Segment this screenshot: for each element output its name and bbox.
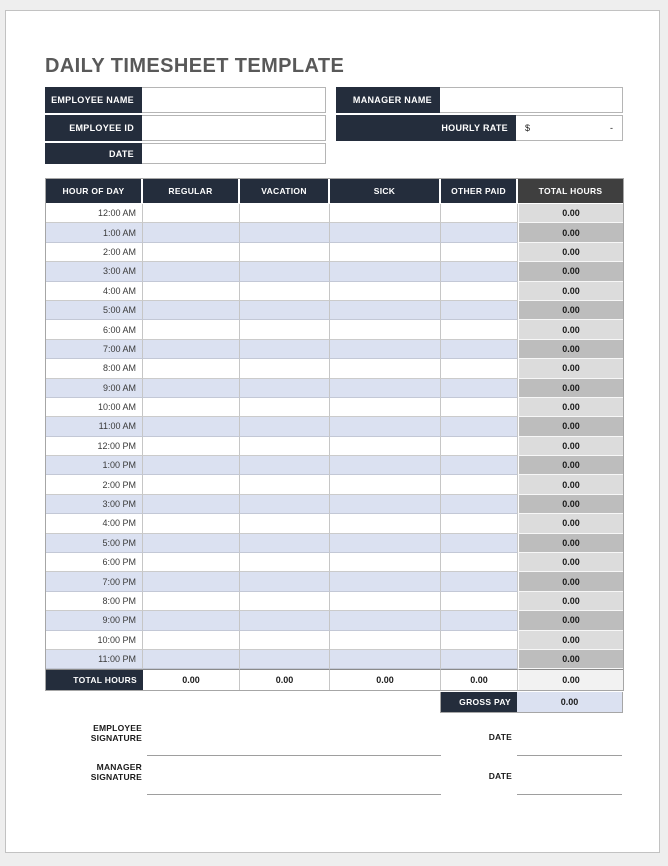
total-hours-cell: 0.00	[518, 417, 623, 436]
sick-cell[interactable]	[330, 592, 441, 611]
hour-of-day-cell: 7:00 AM	[46, 340, 143, 359]
total-hours-cell: 0.00	[518, 398, 623, 417]
timesheet-row	[46, 282, 623, 301]
manager-name-label: MANAGER NAME	[336, 87, 440, 113]
sick-cell[interactable]	[330, 514, 441, 533]
timesheet-row	[46, 631, 623, 650]
hour-of-day-cell: 6:00 PM	[46, 553, 143, 572]
vacation-cell[interactable]	[240, 320, 330, 339]
other-paid-cell[interactable]	[441, 592, 518, 611]
timesheet-row	[46, 379, 623, 398]
total-hours-cell: 0.00	[518, 320, 623, 339]
vacation-cell[interactable]	[240, 514, 330, 533]
total-hours-cell: 0.00	[518, 223, 623, 242]
header-fields	[45, 87, 623, 177]
other-paid-cell[interactable]	[441, 340, 518, 359]
employee-date-line[interactable]	[517, 755, 622, 756]
col-header-total-hours: TOTAL HOURS	[518, 179, 623, 204]
regular-cell[interactable]	[143, 379, 240, 398]
other-paid-cell[interactable]	[441, 301, 518, 320]
hour-of-day-cell: 11:00 PM	[46, 650, 143, 669]
timesheet-row	[46, 301, 623, 320]
hour-of-day-cell: 10:00 PM	[46, 631, 143, 650]
vacation-cell[interactable]	[240, 534, 330, 553]
total-hours-cell: 0.00	[518, 495, 623, 514]
other-paid-cell[interactable]	[441, 572, 518, 591]
gross-pay-row	[440, 692, 623, 713]
employee-info-block	[45, 87, 326, 166]
regular-cell[interactable]	[143, 340, 240, 359]
regular-cell[interactable]	[143, 572, 240, 591]
employee-name-input[interactable]	[142, 87, 326, 113]
manager-date-label: DATE	[488, 771, 512, 781]
vacation-cell[interactable]	[240, 301, 330, 320]
hour-of-day-cell: 4:00 PM	[46, 514, 143, 533]
col-header-other-paid: OTHER PAID	[441, 179, 518, 204]
totals-sick: 0.00	[330, 669, 441, 690]
hour-of-day-cell: 2:00 PM	[46, 475, 143, 494]
employee-id-input[interactable]	[142, 115, 326, 141]
sick-cell[interactable]	[330, 650, 441, 669]
date-label: DATE	[45, 143, 142, 164]
employee-signature-label: EMPLOYEE SIGNATURE	[90, 723, 142, 743]
hour-of-day-cell: 5:00 PM	[46, 534, 143, 553]
timesheet-row	[46, 495, 623, 514]
hour-of-day-cell: 8:00 AM	[46, 359, 143, 378]
other-paid-cell[interactable]	[441, 553, 518, 572]
vacation-cell[interactable]	[240, 282, 330, 301]
vacation-cell[interactable]	[240, 611, 330, 630]
sick-cell[interactable]	[330, 379, 441, 398]
total-hours-cell: 0.00	[518, 359, 623, 378]
totals-vacation: 0.00	[240, 669, 330, 690]
total-hours-cell: 0.00	[518, 204, 623, 223]
vacation-cell[interactable]	[240, 223, 330, 242]
timesheet-row	[46, 223, 623, 242]
sick-cell[interactable]	[330, 223, 441, 242]
vacation-cell[interactable]	[240, 340, 330, 359]
other-paid-cell[interactable]	[441, 243, 518, 262]
vacation-cell[interactable]	[240, 631, 330, 650]
sick-cell[interactable]	[330, 437, 441, 456]
vacation-cell[interactable]	[240, 437, 330, 456]
sick-cell[interactable]	[330, 320, 441, 339]
vacation-cell[interactable]	[240, 398, 330, 417]
timesheet-row	[46, 320, 623, 339]
timesheet-row	[46, 204, 623, 223]
regular-cell[interactable]	[143, 495, 240, 514]
hour-of-day-cell: 1:00 PM	[46, 456, 143, 475]
total-hours-cell: 0.00	[518, 553, 623, 572]
sick-cell[interactable]	[330, 572, 441, 591]
sick-cell[interactable]	[330, 611, 441, 630]
manager-signature-label: MANAGER SIGNATURE	[90, 762, 142, 782]
other-paid-cell[interactable]	[441, 534, 518, 553]
total-hours-cell: 0.00	[518, 243, 623, 262]
totals-row	[46, 669, 623, 690]
total-hours-cell: 0.00	[518, 631, 623, 650]
vacation-cell[interactable]	[240, 204, 330, 223]
hour-of-day-cell: 5:00 AM	[46, 301, 143, 320]
other-paid-cell[interactable]	[441, 631, 518, 650]
hour-of-day-cell: 10:00 AM	[46, 398, 143, 417]
other-paid-cell[interactable]	[441, 204, 518, 223]
timesheet-row	[46, 456, 623, 475]
vacation-cell[interactable]	[240, 243, 330, 262]
regular-cell[interactable]	[143, 204, 240, 223]
page-title: DAILY TIMESHEET TEMPLATE	[45, 55, 345, 77]
total-hours-cell: 0.00	[518, 572, 623, 591]
col-header-hour-of-day: HOUR OF DAY	[46, 179, 143, 204]
hour-of-day-cell: 6:00 AM	[46, 320, 143, 339]
manager-name-row	[336, 87, 623, 113]
other-paid-cell[interactable]	[441, 262, 518, 281]
sick-cell[interactable]	[330, 301, 441, 320]
timesheet-row	[46, 475, 623, 494]
hour-of-day-cell: 9:00 AM	[46, 379, 143, 398]
regular-cell[interactable]	[143, 398, 240, 417]
gross-pay-value: 0.00	[517, 692, 622, 712]
sick-cell[interactable]	[330, 553, 441, 572]
date-row	[45, 143, 326, 164]
total-hours-cell: 0.00	[518, 262, 623, 281]
employee-name-label: EMPLOYEE NAME	[45, 87, 142, 113]
total-hours-cell: 0.00	[518, 437, 623, 456]
col-header-vacation: VACATION	[240, 179, 330, 204]
timesheet-row	[46, 534, 623, 553]
hour-of-day-cell: 1:00 AM	[46, 223, 143, 242]
total-hours-cell: 0.00	[518, 611, 623, 630]
regular-cell[interactable]	[143, 611, 240, 630]
employee-signature-line[interactable]	[147, 755, 441, 756]
other-paid-cell[interactable]	[441, 282, 518, 301]
other-paid-cell[interactable]	[441, 456, 518, 475]
sick-cell[interactable]	[330, 243, 441, 262]
employee-name-row	[45, 87, 326, 113]
total-hours-cell: 0.00	[518, 379, 623, 398]
timesheet-row	[46, 243, 623, 262]
regular-cell[interactable]	[143, 320, 240, 339]
col-header-sick: SICK	[330, 179, 441, 204]
regular-cell[interactable]	[143, 475, 240, 494]
totals-other-paid: 0.00	[441, 669, 518, 690]
other-paid-cell[interactable]	[441, 475, 518, 494]
sick-cell[interactable]	[330, 340, 441, 359]
vacation-cell[interactable]	[240, 359, 330, 378]
document-page	[5, 10, 660, 853]
sick-cell[interactable]	[330, 534, 441, 553]
employee-id-row	[45, 115, 326, 141]
total-hours-cell: 0.00	[518, 456, 623, 475]
timesheet-row	[46, 417, 623, 436]
hour-of-day-cell: 9:00 PM	[46, 611, 143, 630]
hour-of-day-cell: 11:00 AM	[46, 417, 143, 436]
timesheet-row	[46, 572, 623, 591]
regular-cell[interactable]	[143, 553, 240, 572]
regular-cell[interactable]	[143, 243, 240, 262]
timesheet-footer	[46, 669, 623, 690]
timesheet-table	[45, 178, 624, 691]
total-hours-cell: 0.00	[518, 534, 623, 553]
timesheet-row	[46, 262, 623, 281]
hourly-rate-label: HOURLY RATE	[336, 115, 516, 141]
regular-cell[interactable]	[143, 456, 240, 475]
total-hours-cell: 0.00	[518, 514, 623, 533]
other-paid-cell[interactable]	[441, 495, 518, 514]
hour-of-day-cell: 12:00 PM	[46, 437, 143, 456]
vacation-cell[interactable]	[240, 495, 330, 514]
sick-cell[interactable]	[330, 475, 441, 494]
regular-cell[interactable]	[143, 650, 240, 669]
vacation-cell[interactable]	[240, 592, 330, 611]
hour-of-day-cell: 2:00 AM	[46, 243, 143, 262]
regular-cell[interactable]	[143, 301, 240, 320]
employee-signature-row	[45, 719, 623, 758]
sick-cell[interactable]	[330, 359, 441, 378]
hourly-rate-row	[336, 115, 623, 141]
sick-cell[interactable]	[330, 417, 441, 436]
regular-cell[interactable]	[143, 437, 240, 456]
timesheet-row	[46, 553, 623, 572]
totals-total-hours: 0.00	[518, 669, 623, 690]
vacation-cell[interactable]	[240, 475, 330, 494]
other-paid-cell[interactable]	[441, 359, 518, 378]
hour-of-day-cell: 7:00 PM	[46, 572, 143, 591]
total-hours-cell: 0.00	[518, 340, 623, 359]
timesheet-header	[46, 179, 623, 204]
total-hours-cell: 0.00	[518, 282, 623, 301]
timesheet-row	[46, 437, 623, 456]
hourly-rate-input[interactable]	[516, 115, 623, 141]
total-hours-cell: 0.00	[518, 650, 623, 669]
signature-section	[45, 719, 623, 797]
currency-symbol: $	[525, 123, 531, 133]
regular-cell[interactable]	[143, 262, 240, 281]
other-paid-cell[interactable]	[441, 514, 518, 533]
regular-cell[interactable]	[143, 631, 240, 650]
regular-cell[interactable]	[143, 514, 240, 533]
totals-row-label: TOTAL HOURS	[46, 669, 143, 690]
vacation-cell[interactable]	[240, 456, 330, 475]
other-paid-cell[interactable]	[441, 417, 518, 436]
other-paid-cell[interactable]	[441, 379, 518, 398]
sick-cell[interactable]	[330, 262, 441, 281]
regular-cell[interactable]	[143, 534, 240, 553]
hour-of-day-cell: 3:00 AM	[46, 262, 143, 281]
timesheet-row	[46, 340, 623, 359]
sick-cell[interactable]	[330, 282, 441, 301]
hour-of-day-cell: 8:00 PM	[46, 592, 143, 611]
timesheet-row	[46, 359, 623, 378]
manager-info-block	[336, 87, 623, 143]
vacation-cell[interactable]	[240, 379, 330, 398]
employee-id-label: EMPLOYEE ID	[45, 115, 142, 141]
timesheet-row	[46, 398, 623, 417]
manager-date-line[interactable]	[517, 794, 622, 795]
regular-cell[interactable]	[143, 223, 240, 242]
gross-pay-label: GROSS PAY	[441, 692, 517, 712]
sick-cell[interactable]	[330, 631, 441, 650]
other-paid-cell[interactable]	[441, 320, 518, 339]
sick-cell[interactable]	[330, 456, 441, 475]
hour-of-day-cell: 4:00 AM	[46, 282, 143, 301]
other-paid-cell[interactable]	[441, 398, 518, 417]
sick-cell[interactable]	[330, 495, 441, 514]
vacation-cell[interactable]	[240, 262, 330, 281]
employee-date-label: DATE	[488, 732, 512, 742]
timesheet-row	[46, 650, 623, 669]
timesheet-body	[46, 204, 623, 669]
regular-cell[interactable]	[143, 592, 240, 611]
vacation-cell[interactable]	[240, 417, 330, 436]
regular-cell[interactable]	[143, 417, 240, 436]
regular-cell[interactable]	[143, 282, 240, 301]
regular-cell[interactable]	[143, 359, 240, 378]
hour-of-day-cell: 12:00 AM	[46, 204, 143, 223]
total-hours-cell: 0.00	[518, 301, 623, 320]
totals-regular: 0.00	[143, 669, 240, 690]
manager-signature-line[interactable]	[147, 794, 441, 795]
col-header-regular: REGULAR	[143, 179, 240, 204]
other-paid-cell[interactable]	[441, 437, 518, 456]
timesheet-row	[46, 514, 623, 533]
vacation-cell[interactable]	[240, 650, 330, 669]
manager-signature-row	[45, 758, 623, 797]
vacation-cell[interactable]	[240, 572, 330, 591]
timesheet-row	[46, 611, 623, 630]
total-hours-cell: 0.00	[518, 592, 623, 611]
other-paid-cell[interactable]	[441, 223, 518, 242]
other-paid-cell[interactable]	[441, 650, 518, 669]
hourly-rate-value: -	[610, 123, 613, 133]
sick-cell[interactable]	[330, 204, 441, 223]
total-hours-cell: 0.00	[518, 475, 623, 494]
manager-name-input[interactable]	[440, 87, 623, 113]
vacation-cell[interactable]	[240, 553, 330, 572]
hour-of-day-cell: 3:00 PM	[46, 495, 143, 514]
date-input[interactable]	[142, 143, 326, 164]
timesheet-row	[46, 592, 623, 611]
other-paid-cell[interactable]	[441, 611, 518, 630]
sick-cell[interactable]	[330, 398, 441, 417]
